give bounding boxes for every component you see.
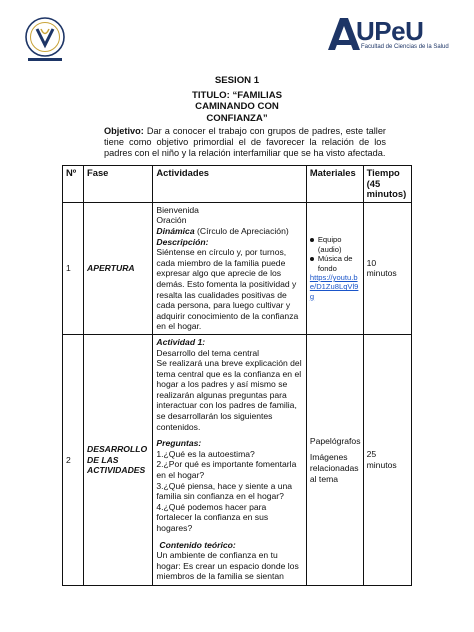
row2-pregunta-2: 2.¿Por qué es importante fomentarla en el hogar?: [156, 459, 297, 481]
row1-dinamica-label: Dinámica: [156, 225, 195, 236]
session-title-block: [0, 75, 474, 124]
session-title-line3: CONFIANZA”: [206, 112, 268, 124]
row1-dinamica-text: (Círculo de Apreciación): [194, 225, 289, 236]
bullet-icon: [310, 238, 314, 242]
row1-materiales: [306, 202, 363, 334]
row1-dinamica: [156, 226, 302, 237]
header-num: Nº: [63, 166, 84, 203]
row2-preguntas-label: Preguntas:: [156, 438, 202, 449]
row2-material-imagenes: Imágenes relacionadas al tema: [309, 452, 359, 484]
table-row-desarrollo: [63, 334, 412, 585]
row2-contenido-text: Un ambiente de confianza en tu hogar: Es crear un espacio donde los miembros de la familia se sientan: [156, 550, 299, 582]
row1-fase: APERTURA: [84, 202, 153, 334]
header-materiales: Materiales: [306, 166, 363, 203]
row1-material-musica: Música de fondo: [317, 254, 353, 273]
header-tiempo: Tiempo (45 minutos): [363, 166, 411, 203]
objective-text: Dar a conocer el trabajo con grupos de padres, este taller tiene como objetivo primordial el de favorecer la relación de los padres con el niño y la relación interfamiliar que se ha visto afectada.: [104, 126, 386, 159]
row2-num: 2: [63, 334, 84, 585]
row1-descripcion-text: Siéntense en círculo y, por turnos, cada miembro de la familia puede expresar algo que aprecie de los demás. Esto fomenta la positividad y resalta las cualidades positivas de cada persona, para luego cultivar y adquirir conocimiento de la confianza en el hogar.: [156, 247, 299, 332]
row2-pregunta-3: 3.¿Qué piensa, hace y siente a una familia sin confianza en el hogar?: [156, 480, 293, 502]
objective-paragraph: [104, 126, 386, 160]
row1-youtube-link[interactable]: https://youtu.be/D1Zu8LqVl9g: [309, 273, 359, 301]
header-fase: Fase: [84, 166, 153, 203]
row2-actividad-label: Actividad 1:: [156, 336, 206, 347]
table-header-row: [63, 166, 412, 203]
row1-material-equipo: Equipo (audio): [317, 235, 342, 254]
university-seal-logo: [20, 16, 70, 64]
table-row-apertura: [63, 202, 412, 334]
brand-name: UPeU: [356, 16, 424, 46]
brand-subtitle: Facultad de Ciencias de la Salud: [361, 44, 449, 50]
row2-tiempo: 25 minutos: [363, 334, 411, 585]
row2-pregunta-4: 4.¿Qué podemos hacer para fortalecer la confianza en sus hogares?: [156, 501, 269, 533]
row2-pregunta-1: 1.¿Qué es la autoestima?: [156, 448, 255, 459]
row1-bienvenida: Bienvenida: [156, 204, 199, 215]
header-actividades: Actividades: [153, 166, 306, 203]
row1-descripcion-label: Descripción:: [156, 236, 209, 247]
row2-contenido-label: Contenido teórico:: [159, 539, 236, 550]
row2-material-papelografos: Papelógrafos: [309, 435, 361, 446]
row1-actividades: [153, 202, 306, 334]
row1-material-item: [310, 254, 360, 273]
row1-oracion: Oración: [156, 215, 187, 226]
session-number: SESION 1: [214, 75, 260, 86]
session-title-line1: TITULO: “FAMILIAS: [191, 89, 283, 101]
bullet-icon: [310, 257, 314, 261]
row1-material-item: [310, 235, 360, 254]
row1-tiempo: 10 minutos: [363, 202, 411, 334]
session-title-line2: CAMINANDO CON: [195, 101, 279, 112]
row2-actividades: [153, 334, 306, 585]
objective-label: Objetivo:: [104, 126, 144, 136]
session-activities-table: [62, 165, 412, 586]
row2-tema-central: Desarrollo del tema central: [156, 347, 260, 358]
row2-materiales: [306, 334, 363, 585]
row2-explicacion: Se realizará una breve explicación del tema central que es la confianza en el hogar a los padres y así mismo se realizarán algunas preguntas para interactuar con los padres de familia, se desarrollarán los siguientes contenidos.: [156, 358, 302, 432]
row2-fase: DESARROLLO DE LAS ACTIVIDADES: [84, 334, 153, 585]
row1-num: 1: [63, 202, 84, 334]
